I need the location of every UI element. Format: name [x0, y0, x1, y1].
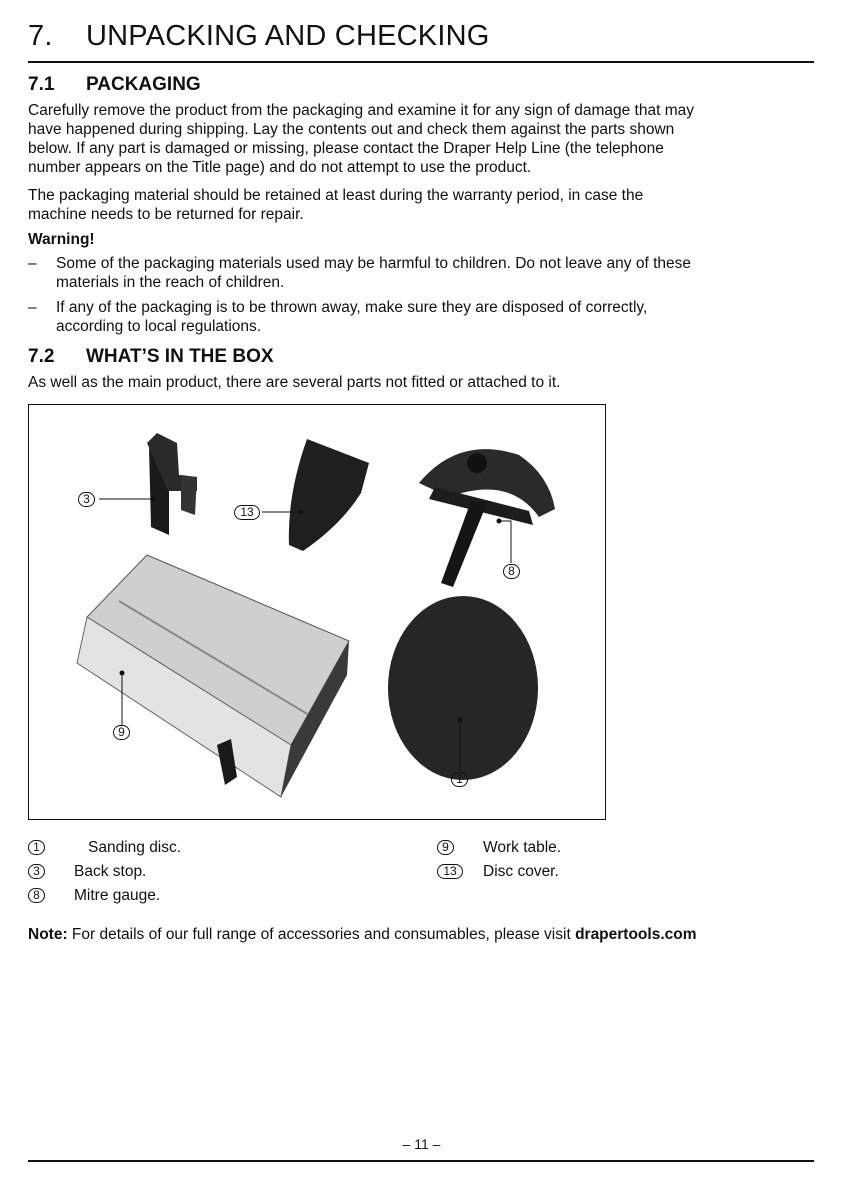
text-line: If any of the packaging is to be thrown away, make sure they are disposed of correctly,	[56, 299, 648, 316]
dash: –	[28, 255, 37, 272]
mitre-gauge-part	[419, 449, 555, 587]
packaging-paragraph-1	[28, 101, 818, 177]
callout-number: 1	[451, 772, 468, 787]
legend-label: Disc cover.	[483, 863, 559, 880]
note-label: Note:	[28, 926, 68, 943]
legend-label: Sanding disc.	[88, 839, 182, 856]
heading-packaging	[28, 74, 201, 96]
warning-item	[28, 254, 818, 294]
text-line: have happened during shipping. Lay the contents out and check them against the parts shown	[28, 121, 675, 138]
legend-number: 13	[437, 864, 463, 879]
callout-9	[113, 725, 130, 740]
callout-8	[503, 564, 520, 579]
callout-1	[451, 772, 468, 787]
callout-number: 3	[78, 492, 95, 507]
bottom-divider	[28, 1160, 814, 1162]
note	[28, 925, 697, 944]
section-title	[28, 20, 489, 53]
warning-item	[28, 298, 818, 338]
top-divider	[28, 61, 814, 63]
text-line: below. If any part is damaged or missing, please contact the Draper Help Line (the telephone	[28, 140, 664, 157]
callout-13	[234, 505, 260, 520]
text-line: number appears on the Title page) and do not attempt to use the product.	[28, 159, 532, 176]
legend-number: 9	[437, 840, 454, 855]
text-line: Carefully remove the product from the packaging and examine it for any sign of damage that may	[28, 102, 694, 119]
sanding-disc-part	[388, 596, 538, 780]
legend-number: 8	[28, 888, 45, 903]
heading-text: PACKAGING	[86, 74, 201, 95]
legend-label: Back stop.	[74, 863, 147, 880]
dash: –	[28, 299, 37, 316]
section-number: 7.	[28, 20, 53, 52]
heading-number: 7.1	[28, 74, 55, 95]
heading-text: WHAT’S IN THE BOX	[86, 346, 274, 367]
box-intro: As well as the main product, there are several parts not fitted or attached to it.	[28, 374, 561, 391]
callout-3	[78, 492, 95, 507]
legend-label: Mitre gauge.	[74, 887, 161, 904]
page-number: – 11 –	[402, 1136, 441, 1152]
back-stop-part	[147, 433, 197, 535]
section-title-text: UNPACKING AND CHECKING	[86, 20, 490, 52]
legend-number: 3	[28, 864, 45, 879]
callout-number: 8	[503, 564, 520, 579]
work-table-part	[77, 555, 349, 797]
legend-label: Work table.	[483, 839, 562, 856]
text-line: The packaging material should be retained at least during the warranty period, in case the	[28, 187, 644, 204]
text-line: materials in the reach of children.	[56, 274, 285, 291]
warning-text	[56, 254, 691, 292]
heading-whats-in-box	[28, 346, 274, 368]
callout-number: 9	[113, 725, 130, 740]
warning-title: Warning!	[28, 231, 95, 248]
note-text: For details of our full range of accessories and consumables, please visit	[67, 926, 576, 943]
parts-illustration	[29, 405, 604, 818]
disc-cover-part	[289, 439, 369, 551]
heading-number: 7.2	[28, 346, 55, 367]
parts-figure	[28, 404, 606, 820]
callout-number: 13	[234, 505, 260, 520]
text-line: Some of the packaging materials used may be harmful to children. Do not leave any of these	[56, 255, 691, 272]
legend-number: 1	[28, 840, 45, 855]
website-link[interactable]: drapertools.com	[575, 926, 697, 943]
packaging-paragraph-2	[28, 186, 818, 224]
text-line: machine needs to be returned for repair.	[28, 206, 304, 223]
warning-text	[56, 298, 647, 336]
text-line: according to local regulations.	[56, 318, 262, 335]
